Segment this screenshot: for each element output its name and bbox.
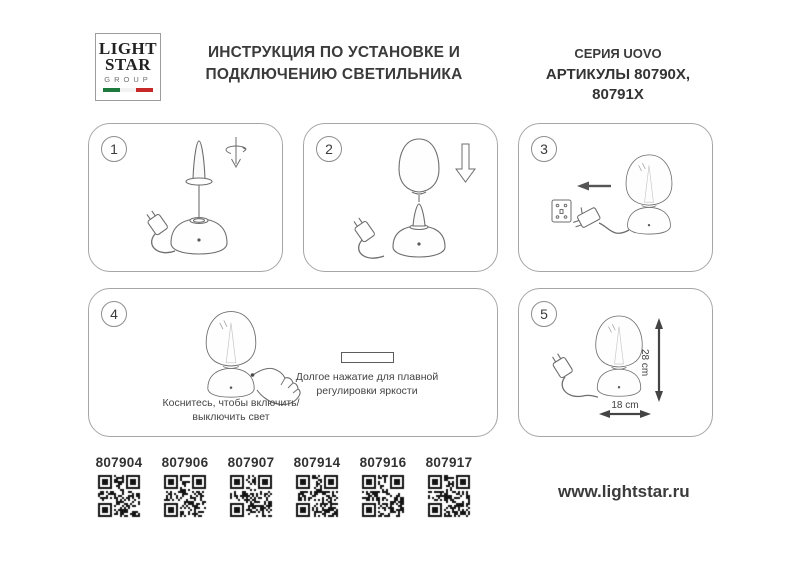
step-2-number: 2 [316,136,342,162]
website-url: www.lightstar.ru [558,482,690,501]
step-2-panel [303,123,498,272]
longpress-indicator-bar [341,352,394,363]
plug-icon [549,352,573,379]
step-3-number: 3 [531,136,557,162]
assembled-lamp-illustration [626,155,672,234]
step-5-number: 5 [531,301,557,327]
cone-finial-illustration [186,141,212,217]
product-column [223,455,279,518]
assembled-lamp-illustration [596,316,643,396]
rotate-down-arrow-icon [226,137,246,167]
assembled-lamp-illustration [206,312,256,398]
qr-code [163,474,207,518]
step-3-panel [518,123,713,272]
article-number: 807907 [227,455,275,470]
logo-text-star: STAR [104,54,152,74]
height-dimension-label: 28 cm [639,349,650,377]
article-number: 807914 [293,455,341,470]
lightstar-logo [95,33,161,101]
logo-text-group: GROUP [104,75,152,85]
left-arrow-icon [577,182,611,191]
longpress-caption: Долгое нажатие для плавной регулировки яркости [295,371,439,398]
article-number: 807906 [161,455,209,470]
egg-shade-illustration [399,139,439,202]
logo-text-light: LIGHT [98,39,158,58]
down-arrow-icon [456,144,475,182]
product-column [355,455,411,518]
italian-flag-bar [103,88,153,92]
product-column [421,455,477,518]
article-number: 807904 [95,455,143,470]
plug-icon [144,209,169,236]
product-column [91,455,147,518]
product-column [157,455,213,518]
wall-socket-icon [552,200,571,222]
power-adapter-icon [569,202,601,231]
product-column [289,455,345,518]
article-number: 807916 [359,455,407,470]
plug-icon [351,216,376,243]
page-title: ИНСТРУКЦИЯ ПО УСТАНОВКЕ И ПОДКЛЮЧЕНИЮ СВЕТИЛЬНИКА [205,44,463,84]
qr-code [361,474,405,518]
qr-code [97,474,141,518]
qr-code [295,474,339,518]
lamp-base-illustration [144,209,227,254]
step-1-panel [88,123,283,272]
step-1-number: 1 [101,136,127,162]
article-number: 807917 [425,455,473,470]
step-5-panel [518,288,713,437]
qr-code [229,474,273,518]
width-dimension-arrow [599,410,651,418]
base-with-cone-illustration [351,204,445,258]
series-block [513,46,723,106]
height-dimension-arrow [655,318,663,402]
step-4-number: 4 [101,301,127,327]
step-4-panel [88,288,498,437]
width-dimension-label: 18 cm [611,400,639,411]
articles-line: АРТИКУЛЫ 80790X, 80791X [545,66,691,104]
series-name: СЕРИЯ UOVO [574,46,662,61]
touch-caption: Коснитесь, чтобы включить/выключить свет [162,397,300,424]
qr-code [427,474,471,518]
